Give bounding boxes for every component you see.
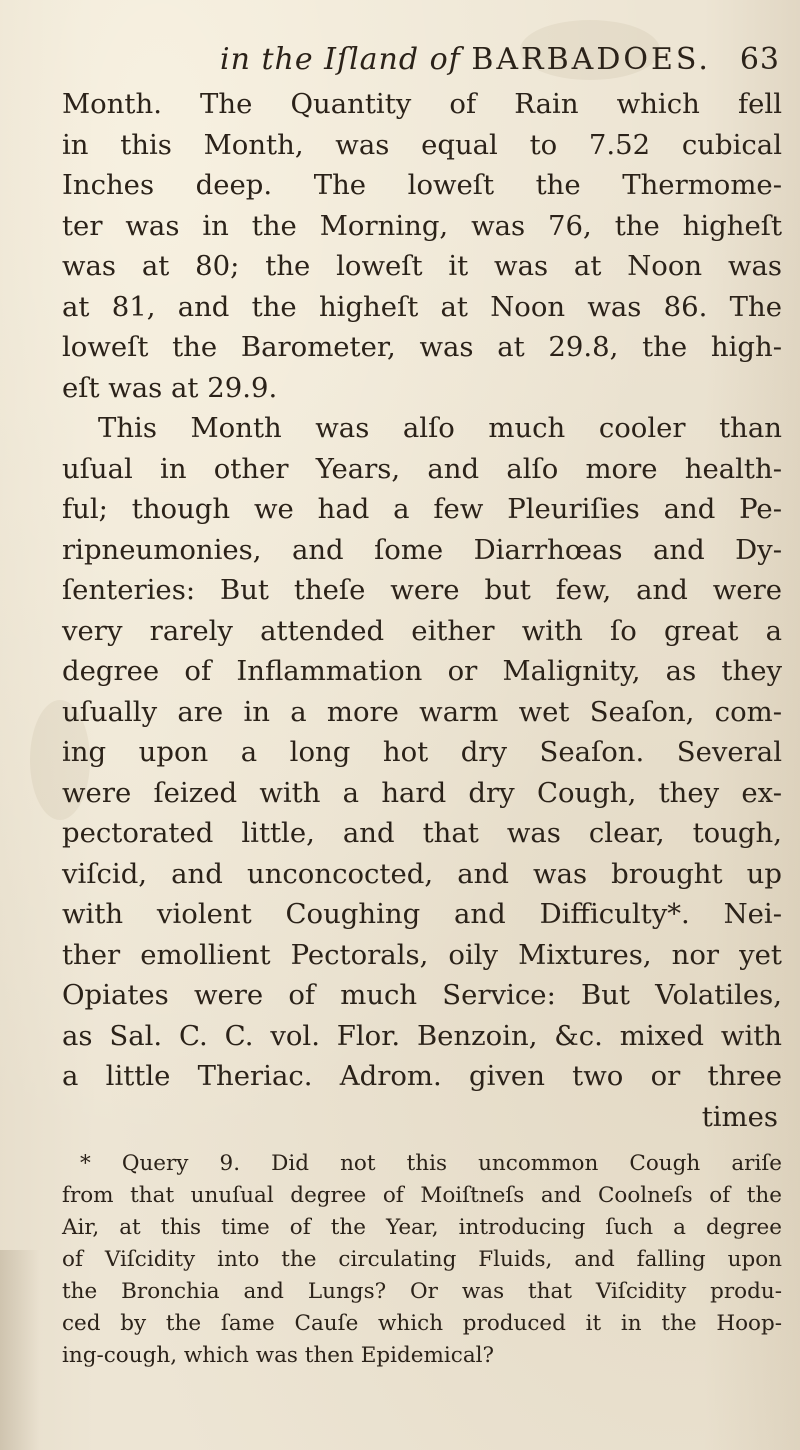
catchword: times [701,1100,778,1133]
text-line: viſcid, and unconcocted, and was brought up [62,857,782,890]
footnote-line: ing-cough, which was then Epidemical? [62,1343,495,1368]
text-line: degree of Inflammation or Malignity, as they [62,655,782,687]
text-line: in this Month, was equal to 7.52 cubical [62,128,782,161]
footnote [62,1148,782,1372]
text-line: Month. The Quantity of Rain which fell [62,88,782,120]
text-line: ing upon a long hot dry Seaſon. Several [62,736,782,768]
text-line: pectorated little, and that was clear, tough, [62,817,782,849]
footnote-line: from that unuſual degree of Moiſtneſs and Coolneſs of the [62,1183,782,1208]
text-line: were ſeized with a hard dry Cough, they ex- [62,776,782,809]
text-line: a little Theriac. Adrom. given two or three [62,1060,782,1092]
text-line: ſenteries: But theſe were but few, and were [62,574,782,606]
footnote-line: the Bronchia and Lungs? Or was that Viſcidity produ- [62,1279,782,1304]
text-line: loweſt the Barometer, was at 29.8, the high- [62,331,782,363]
text-line: ter was in the Morning, was 76, the higheſt [62,209,782,242]
text-line: with violent Coughing and Difficulty*. Nei- [62,898,782,930]
text-line: ful; though we had a few Pleuriſies and Pe- [62,493,782,525]
page-number: 63 [739,42,780,77]
footnote-line: of Viſcidity into the circulating Fluids, and falling upon [62,1247,782,1272]
running-head [220,42,780,77]
text-line: Opiates were of much Service: But Volatiles, [62,979,782,1011]
footnote-line: Air, at this time of the Year, introducing ſuch a degree [62,1215,782,1240]
text-line: uſually are in a more warm wet Seaſon, com- [62,695,782,728]
running-head-caps: BARBADOES. [471,42,711,77]
text-line: eſt was at 29.9. [62,371,278,404]
footnote-line: * Query 9. Did not this uncommon Cough ariſe [80,1151,782,1176]
text-line: was at 80; the loweſt it was at Noon was [62,250,782,282]
text-line: very rarely attended either with ſo great a [62,614,782,647]
running-head-italic: in the Iſland of [220,42,461,77]
page-edge-shadow [0,1250,40,1450]
text-line: as Sal. C. C. vol. Flor. Benzoin, &c. mixed with [62,1019,782,1052]
text-line: ther emollient Pectorals, oily Mixtures, nor yet [62,938,782,971]
footnote-line: ced by the ſame Cauſe which produced it in the Hoop- [62,1311,782,1336]
text-line: Inches deep. The loweſt the Thermome- [62,169,782,201]
text-line: uſual in other Years, and alſo more health- [62,452,782,485]
main-text [62,84,782,1137]
text-line: ripneumonies, and ſome Diarrhœas and Dy- [62,533,782,566]
text-line: at 81, and the higheſt at Noon was 86. The [62,290,782,323]
text-line: This Month was alſo much cooler than [98,412,782,444]
